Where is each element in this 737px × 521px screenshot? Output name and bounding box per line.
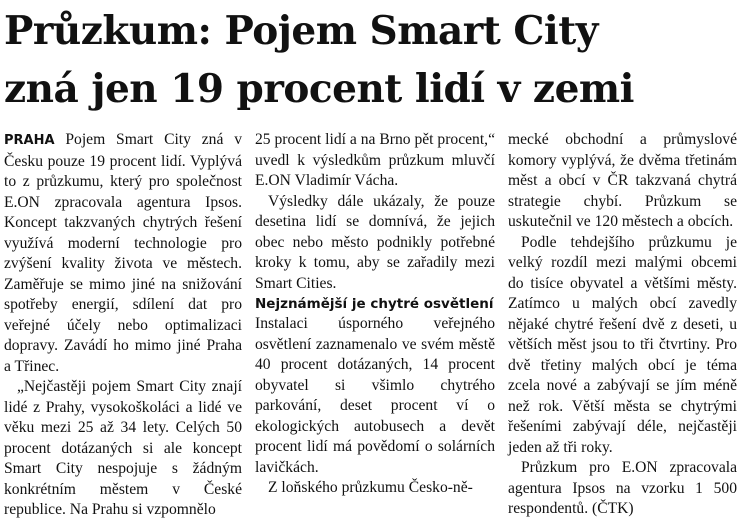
paragraph: Z loňského průzkumu Česko-ně- [268, 479, 473, 496]
dateline: PRAHA [4, 133, 55, 148]
paragraph-text: Pojem Smart City zná v Česku pouze 19 procent lidí. Vyplývá to z průzkumu, který pro společnost E.ON zpracovala agentura Ipsos. Koncept takzvaných chytrých řešení využívá moderní technologie pro zvýšení kvality života ve městech. Zaměřuje se mimo jiné na snižování spotřeby energií, sdílení dat pro veřejné účely nebo optimalizaci dopravy. Zavádí ho mimo jiné Praha a Třinec. [4, 131, 242, 375]
paragraph: 25 procent lidí a na Brno pět procent,“ uvedl k výsledkům průzkum mluvčí E.ON Vladimír Vácha. [255, 131, 495, 189]
paragraph: Instalaci úsporného veřejného osvětlení zaznamenalo ve svém městě 40 procent dotázaných, 14 procent obyvatel si všimlo chytrého parkování, deset procent ví o ekologických autobusech a devět procent lidí má povědomí o solárních lavičkách. [255, 315, 495, 476]
paragraph: „Nejčastěji pojem Smart City znají lidé z Prahy, vysokoškoláci a lidé ve věku mezi 25 až 34 lety. Celých 50 procent dotázaných si ale koncept Smart City nespojuje s žádným konkrétním městem v České republice. Na Prahu si vzpomnělo [4, 378, 242, 518]
article-column-1 [4, 130, 242, 518]
paragraph: Výsledky dále ukázaly, že pouze desetina lidí se domnívá, že jejich obec nebo město podnikly potřebné kroky k tomu, aby se zařadily mezi Smart Cities. [255, 192, 495, 292]
headline-line-1: Průzkum: Pojem Smart City [4, 8, 598, 54]
paragraph: Podle tehdejšího průzkumu je velký rozdíl mezi malými obcemi do tisíce obyvatel a většími městy. Zatímco u malých obcí zavedly nějaké chytré řešení dvě z deseti, u větších měst jsou to tři čtvrtiny. Pro dvě třetiny malých obcí je téma zcela nové a zabývají se jím méně než rok. Větší města se chytrými řešeními zabývají déle, nejčastěji jeden až tři roky. [508, 233, 737, 456]
subheading: Nejznámější je chytré osvětlení [255, 296, 494, 312]
article-column-2 [255, 130, 495, 496]
article-column-3 [508, 130, 737, 517]
paragraph: mecké obchodní a průmyslové komory vyplývá, že dvěma třetinám měst a obcí v ČR takzvaná chytrá strategie chybí. Průzkum se uskutečnil ve 120 městech a obcích. [508, 131, 737, 230]
headline [4, 2, 634, 118]
headline-line-2: zná jen 19 procent lidí v zemi [4, 66, 634, 112]
paragraph [4, 130, 242, 377]
paragraph: Průzkum pro E.ON zpracovala agentura Ipsos na vzorku 1 500 respondentů. (ČTK) [508, 459, 737, 517]
